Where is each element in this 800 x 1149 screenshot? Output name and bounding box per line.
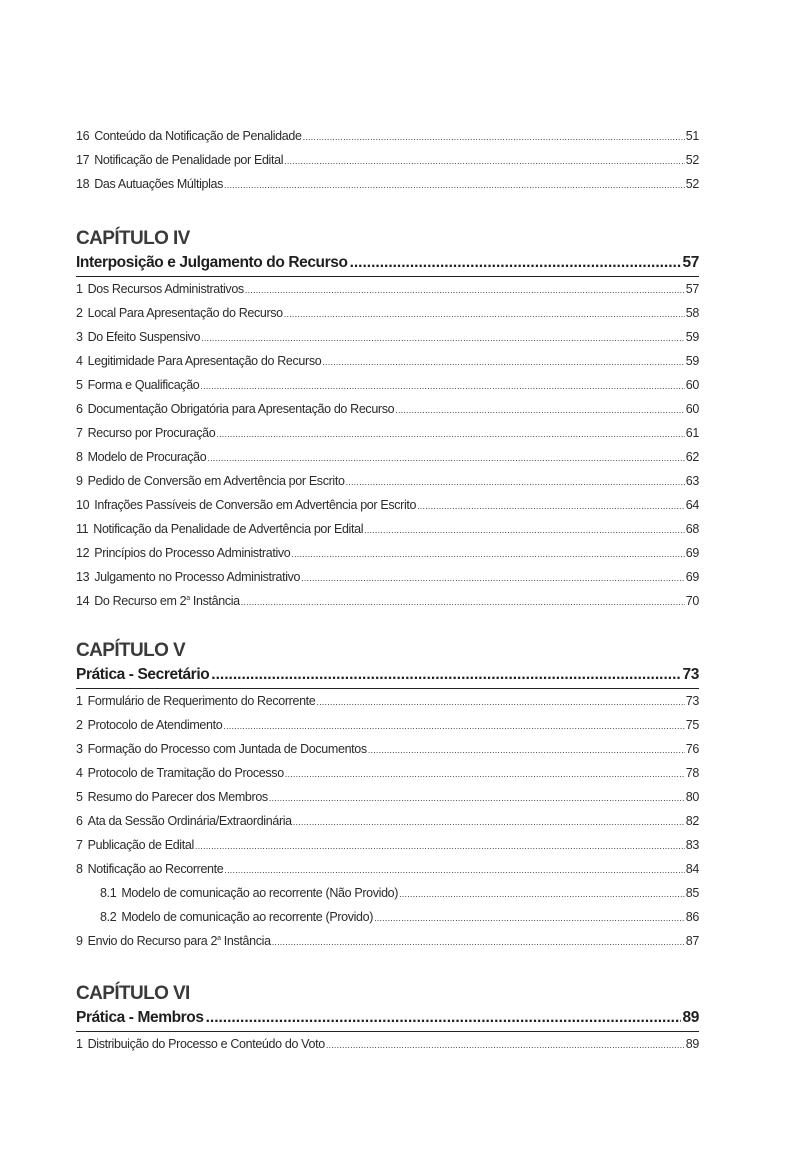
dot-leader (284, 302, 685, 326)
entry-page: 87 (685, 934, 699, 948)
toc-entry[interactable] (76, 397, 699, 421)
dot-leader (322, 350, 684, 374)
dot-leader (285, 762, 685, 786)
toc-entry[interactable] (76, 809, 699, 833)
entry-title: Documentação Obrigatória para Apresentação do Recurso (87, 402, 395, 416)
toc-entry[interactable] (76, 421, 699, 445)
toc-entry[interactable] (76, 445, 699, 469)
entry-title-text: Instância (220, 934, 271, 948)
section-title: Interposição e Julgamento do Recurso (76, 254, 348, 271)
entry-page: 83 (685, 838, 699, 852)
entry-page: 60 (685, 402, 699, 416)
entry-title: Forma e Qualificação (87, 378, 200, 392)
entry-number: 1 (76, 1037, 83, 1051)
toc-entry[interactable] (76, 833, 699, 857)
entry-title: Recurso por Procuração (87, 426, 216, 440)
entry-page: 61 (685, 426, 699, 440)
section-title: Prática - Membros (76, 1009, 204, 1026)
ordinal-superscript: a (217, 935, 221, 942)
dot-leader (224, 858, 684, 882)
entry-title: Resumo do Parecer dos Membros (87, 790, 268, 804)
dot-leader (374, 906, 685, 930)
chapter-label: CAPÍTULO IV (76, 228, 190, 249)
entry-number: 5 (76, 790, 83, 804)
toc-entry[interactable] (76, 689, 699, 713)
entry-page: 73 (685, 694, 699, 708)
entry-page: 78 (685, 766, 699, 780)
toc-entry[interactable] (76, 1032, 699, 1056)
entry-title: Notificação de Penalidade por Edital (94, 153, 284, 167)
entry-page: 86 (685, 910, 699, 924)
dot-leader (211, 662, 680, 688)
entry-page: 64 (685, 498, 699, 512)
dot-leader (399, 882, 685, 906)
toc-subentry[interactable] (76, 881, 699, 905)
entry-number: 3 (76, 330, 83, 344)
toc-entry[interactable] (76, 737, 699, 761)
entry-title: Protocolo de Atendimento (87, 718, 223, 732)
dot-leader (223, 714, 684, 738)
entry-page: 69 (685, 570, 699, 584)
chapter-label: CAPÍTULO V (76, 640, 186, 661)
entry-number: 2 (76, 718, 83, 732)
entry-number: 18 (76, 177, 90, 191)
toc-entry[interactable] (76, 349, 699, 373)
entry-title: Modelo de comunicação ao recorrente (Não Provido) (121, 886, 399, 900)
toc-entry[interactable] (76, 517, 699, 541)
entry-page: 69 (685, 546, 699, 560)
toc-entry[interactable] (76, 541, 699, 565)
toc-entry[interactable] (76, 277, 699, 301)
entry-number: 9 (76, 474, 83, 488)
toc-subentry[interactable] (76, 905, 699, 929)
dot-leader (326, 1033, 685, 1057)
dot-leader (291, 542, 684, 566)
chapter-vi (76, 983, 699, 1056)
entry-page: 82 (685, 814, 699, 828)
dot-leader (303, 125, 685, 149)
entry-page: 51 (685, 129, 699, 143)
entry-title: Do Efeito Suspensivo (87, 330, 201, 344)
entry-number: 7 (76, 426, 83, 440)
entry-number: 17 (76, 153, 90, 167)
dot-leader (395, 398, 685, 422)
entry-page: 62 (685, 450, 699, 464)
entry-number: 11 (76, 522, 89, 536)
toc-top-entries (76, 124, 699, 196)
entry-number: 8 (76, 450, 83, 464)
toc-entry[interactable] (76, 148, 699, 172)
entry-title: Legitimidade Para Apresentação do Recurso (87, 354, 322, 368)
entry-number: 10 (76, 498, 90, 512)
dot-leader (216, 422, 684, 446)
entry-number: 9 (76, 934, 83, 948)
toc-entry[interactable] (76, 172, 699, 196)
entry-page: 52 (685, 177, 699, 191)
dot-leader (346, 470, 685, 494)
entry-title: Modelo de comunicação ao recorrente (Provido) (121, 910, 374, 924)
toc-entry[interactable] (76, 493, 699, 517)
entry-page: 84 (685, 862, 699, 876)
entry-number: 7 (76, 838, 83, 852)
dot-leader (195, 834, 685, 858)
entry-page: 80 (685, 790, 699, 804)
entry-title: Notificação da Penalidade de Advertência por Edital (93, 522, 364, 536)
section-heading[interactable] (76, 662, 699, 689)
entry-title: Infrações Passíveis de Conversão em Advertência por Escrito (94, 498, 417, 512)
entry-number: 13 (76, 570, 90, 584)
entry-page: 52 (685, 153, 699, 167)
dot-leader (350, 250, 681, 276)
entry-number: 3 (76, 742, 83, 756)
entry-number: 1 (76, 282, 83, 296)
entry-page: 59 (685, 330, 699, 344)
entry-page: 75 (685, 718, 699, 732)
entry-title: Conteúdo da Notificação de Penalidade (94, 129, 302, 143)
dot-leader (269, 786, 685, 810)
entry-page: 76 (685, 742, 699, 756)
dot-leader (293, 810, 685, 834)
entry-page: 68 (685, 522, 699, 536)
entry-number: 6 (76, 814, 83, 828)
dot-leader (206, 1005, 681, 1031)
entry-title: Princípios do Processo Administrativo (94, 546, 291, 560)
entry-number: 1 (76, 694, 83, 708)
toc-entry[interactable] (76, 124, 699, 148)
entry-page: 60 (685, 378, 699, 392)
toc-entry[interactable] (76, 713, 699, 737)
entry-title: Julgamento no Processo Administrativo (94, 570, 301, 584)
dot-leader (245, 278, 685, 302)
entry-page: 59 (685, 354, 699, 368)
entry-title: Ata da Sessão Ordinária/Extraordinária (87, 814, 292, 828)
entry-number: 4 (76, 354, 83, 368)
entry-title (88, 929, 271, 953)
section-page: 73 (682, 666, 699, 683)
entry-title: Dos Recursos Administrativos (87, 282, 244, 296)
entry-title: Protocolo de Tramitação do Processo (87, 766, 284, 780)
dot-leader (301, 566, 685, 590)
entry-number: 8 (76, 862, 83, 876)
entry-number: 4 (76, 766, 83, 780)
entry-page: 85 (685, 886, 699, 900)
entry-title: Formulário de Requerimento do Recorrente (87, 694, 316, 708)
entry-title: Notificação ao Recorrente (87, 862, 224, 876)
dot-leader (272, 930, 685, 954)
toc-entry[interactable] (76, 469, 699, 493)
entry-number: 12 (76, 546, 90, 560)
dot-leader (417, 494, 685, 518)
entry-title-text: Envio do Recurso para 2 (87, 934, 218, 948)
dot-leader (201, 326, 685, 350)
entry-page: 58 (685, 306, 699, 320)
dot-leader (241, 590, 685, 614)
toc-entry[interactable] (76, 761, 699, 785)
dot-leader (200, 374, 684, 398)
entry-number: 8.1 (100, 886, 117, 900)
toc-entry[interactable] (76, 929, 699, 953)
entry-number: 14 (76, 594, 90, 608)
toc-entry[interactable] (76, 857, 699, 881)
entry-title: Pedido de Conversão em Advertência por Escrito (87, 474, 345, 488)
dot-leader (364, 518, 685, 542)
entry-number: 2 (76, 306, 83, 320)
toc-entry[interactable] (76, 565, 699, 589)
entry-number: 6 (76, 402, 83, 416)
chapter-label: CAPÍTULO VI (76, 983, 190, 1004)
toc-entry[interactable] (76, 785, 699, 809)
dot-leader (316, 690, 684, 714)
entry-page: 70 (685, 594, 699, 608)
toc-entry[interactable] (76, 301, 699, 325)
entry-number: 16 (76, 129, 90, 143)
dot-leader (284, 149, 685, 173)
entry-title: Das Autuações Múltiplas (94, 177, 224, 191)
dot-leader (207, 446, 684, 470)
section-heading[interactable] (76, 250, 699, 277)
entry-title: Local Para Apresentação do Recurso (87, 306, 283, 320)
chapter-iv (76, 228, 699, 613)
section-page: 89 (682, 1009, 699, 1026)
entry-number: 5 (76, 378, 83, 392)
entry-title-text: Instância (189, 594, 240, 608)
dot-leader (368, 738, 685, 762)
chapter-v (76, 640, 699, 953)
section-page: 57 (682, 254, 699, 271)
section-heading[interactable] (76, 1005, 699, 1032)
entry-page: 57 (685, 282, 699, 296)
entry-title: Publicação de Edital (87, 838, 194, 852)
entry-title: Distribuição do Processo e Conteúdo do Voto (87, 1037, 325, 1051)
entry-title-text: Do Recurso em 2 (94, 594, 187, 608)
entry-page: 89 (685, 1037, 699, 1051)
section-title: Prática - Secretário (76, 666, 210, 683)
entry-title: Modelo de Procuração (87, 450, 207, 464)
toc-entry[interactable] (76, 589, 699, 613)
ordinal-superscript: a (186, 595, 190, 602)
dot-leader (224, 173, 685, 197)
toc-entry[interactable] (76, 325, 699, 349)
entry-title: Formação do Processo com Juntada de Documentos (87, 742, 367, 756)
entry-page: 63 (685, 474, 699, 488)
toc-entry[interactable] (76, 373, 699, 397)
entry-title (94, 589, 240, 613)
entry-number: 8.2 (100, 910, 117, 924)
